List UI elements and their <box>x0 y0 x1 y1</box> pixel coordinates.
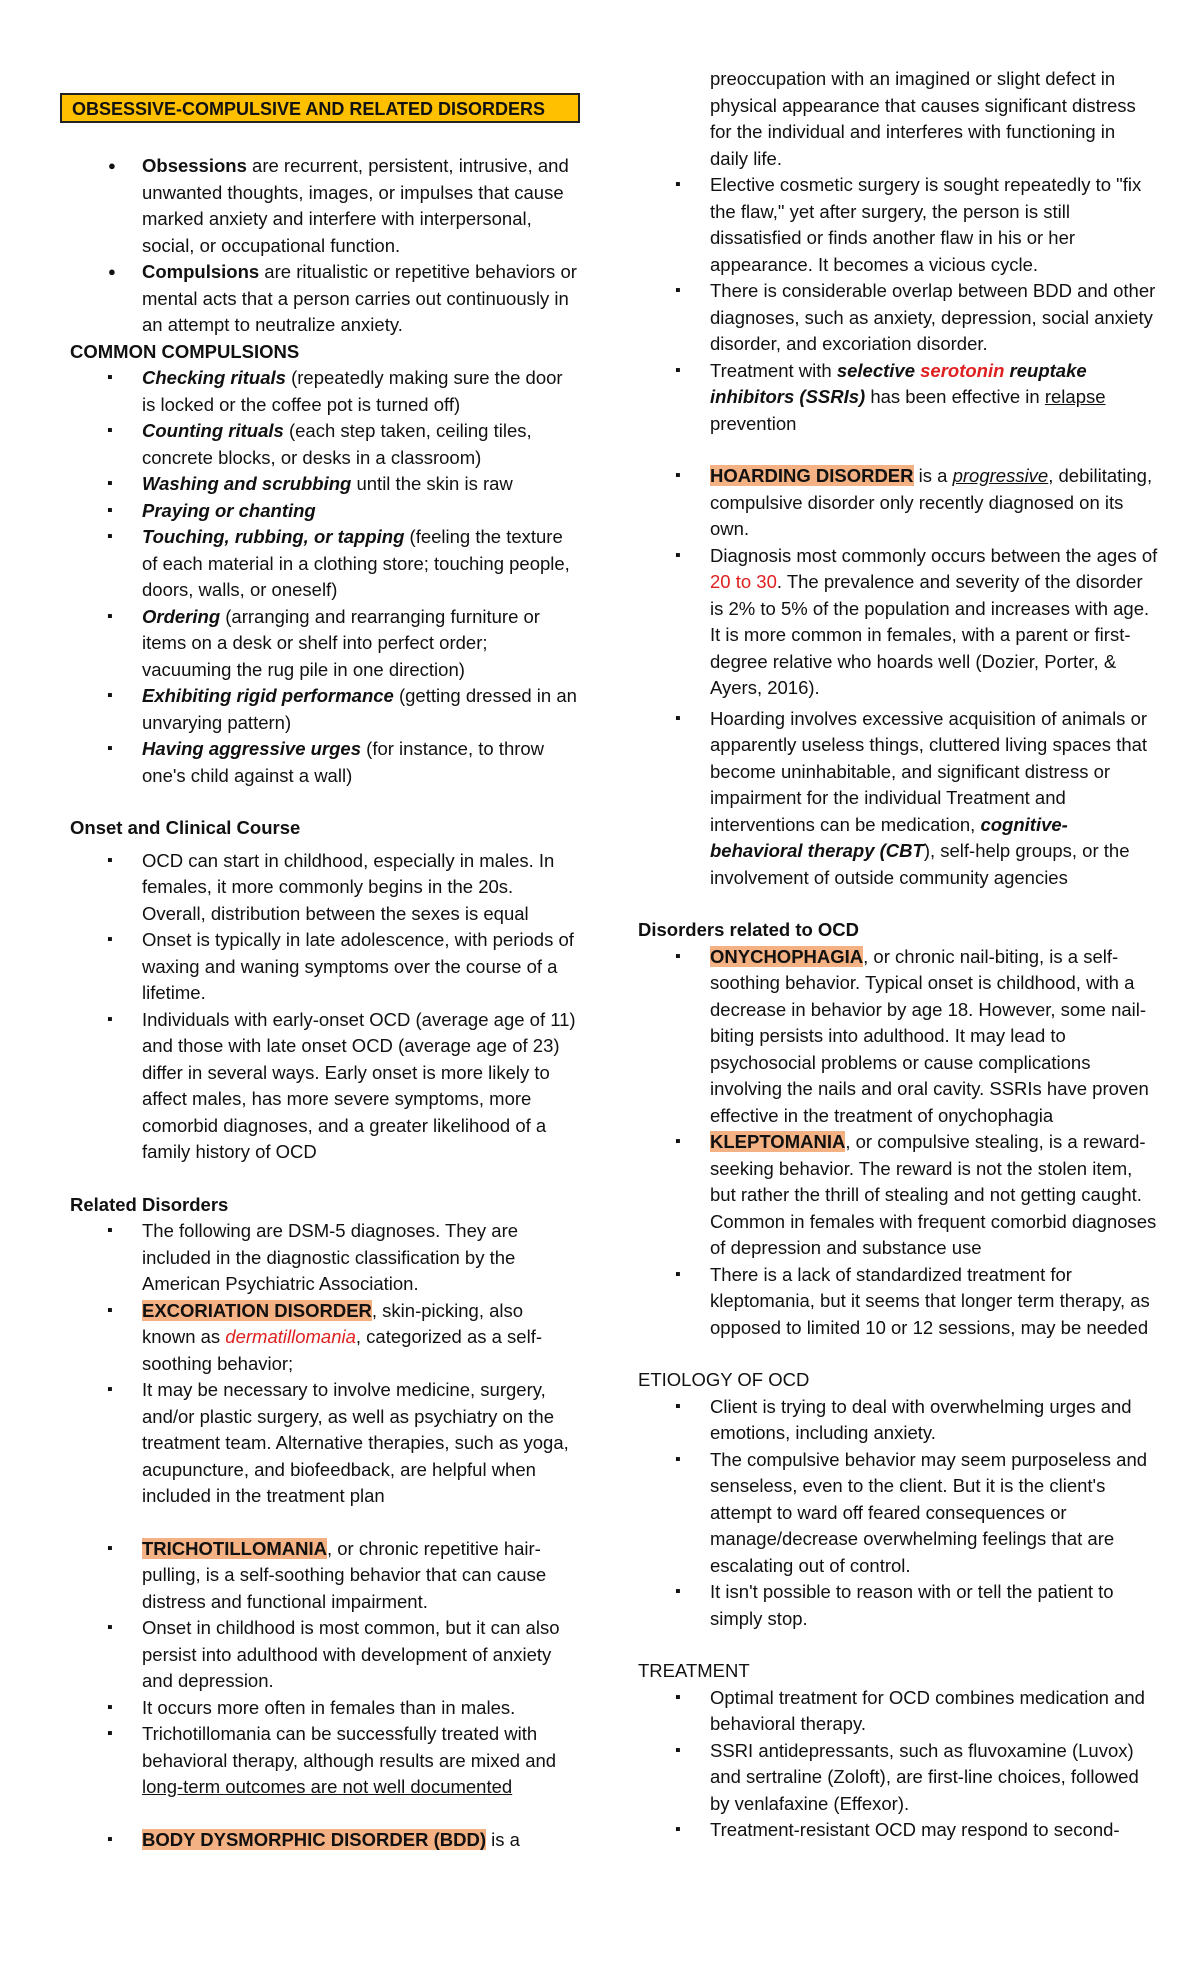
list-item: ▪ Washing and scrubbing until the skin is raw <box>70 471 580 498</box>
right-column <box>638 66 1158 1844</box>
bdd-items-list <box>638 172 1158 437</box>
list-item: ▪ Checking rituals (repeatedly making sure the door is locked or the coffee pot is turned off) <box>70 365 580 418</box>
list-item: ▪ SSRI antidepressants, such as fluvoxamine (Luvox) and sertraline (Zoloft), are first-line choices, followed by venlafaxine (Effexor). <box>638 1738 1158 1818</box>
section-heading: ETIOLOGY OF OCD <box>638 1369 810 1390</box>
list-item: ▪ It may be necessary to involve medicine, surgery, and/or plastic surgery, as well as psychiatry on the treatment team. Alternative therapies, such as yoga, acupuncture, and biofeedback, are helpful when included in the treatment plan <box>70 1377 580 1510</box>
list-item: ▪ Client is trying to deal with overwhelming urges and emotions, including anxiety. <box>638 1394 1158 1447</box>
list-item: ▪ Individuals with early-onset OCD (average age of 11) and those with late onset OCD (average age of 23) differ in several ways. Early onset is more likely to affect males, has more severe symptoms, more comorbid diagnoses, and a greater likelihood of a family history of OCD <box>70 1007 580 1166</box>
list-item: ▪ Diagnosis most commonly occurs between the ages of 20 to 30. The prevalence and severity of the disorder is 2% to 5% of the population and increases with age. It is more common in females, with a parent or first- degree relative who hoards well (Dozier, Porter, & Ayers, 2016). <box>638 543 1158 702</box>
list-item: ▪ TRICHOTILLOMANIA, or chronic repetitive hair- pulling, is a self-soothing behavior that can cause distress and functional impairment. <box>70 1536 580 1616</box>
bdd-continuation: preoccupation with an imagined or slight defect in physical appearance that causes significant distress for the individual and interferes with functioning in daily life. <box>710 68 1136 169</box>
list-item: ▪ There is a lack of standardized treatment for kleptomania, but it seems that longer term therapy, as opposed to limited 10 or 12 sessions, may be needed <box>638 1262 1158 1342</box>
list-item: ▪ The compulsive behavior may seem purposeless and senseless, even to the client. But it is the client's attempt to ward off feared consequences or manage/decrease overwhelming feelings that are escalating out of control. <box>638 1447 1158 1580</box>
list-item: ▪ Treatment with selective serotonin reuptake inhibitors (SSRIs) has been effective in relapse prevention <box>638 358 1158 438</box>
list-item: ▪ Elective cosmetic surgery is sought repeatedly to "fix the flaw," yet after surgery, the person is still dissatisfied or finds another flaw in his or her appearance. It becomes a vicious cycle. <box>638 172 1158 278</box>
section-heading: COMMON COMPULSIONS <box>70 340 300 362</box>
list-item: ▪ Ordering (arranging and rearranging furniture or items on a desk or shelf into perfect order; vacuuming the rug pile in one direction) <box>70 604 580 684</box>
list-item: ▪ Touching, rubbing, or tapping (feeling the texture of each material in a clothing store; touching people, doors, walls, or oneself) <box>70 524 580 604</box>
list-item: ▪ OCD can start in childhood, especially in males. In females, it more commonly begins in the 20s. Overall, distribution between the sexes is equal <box>70 848 580 928</box>
section-heading: Disorders related to OCD <box>638 919 860 940</box>
list-item: ▪ The following are DSM-5 diagnoses. They are included in the diagnostic classification by the American Psychiatric Association. <box>70 1218 580 1298</box>
etiology-list <box>638 1394 1158 1633</box>
section-heading: Onset and Clinical Course <box>70 817 301 838</box>
list-item: ▪ It isn't possible to reason with or tell the patient to simply stop. <box>638 1579 1158 1632</box>
list-item: ▪ Exhibiting rigid performance (getting dressed in an unvarying pattern) <box>70 683 580 736</box>
definitions-list <box>70 153 580 339</box>
list-item: ▪ ONYCHOPHAGIA, or chronic nail-biting, is a self-soothing behavior. Typical onset is childhood, with a decrease in behavior by age 18. However, some nail-biting persists into adulthood. It may lead to psychosocial problems or cause complications involving the nails and oral cavity. SSRIs have proven effective in the treatment of onychophagia <box>638 944 1158 1130</box>
ocd-related-list <box>638 944 1158 1342</box>
list-item: ▪ Hoarding involves excessive acquisition of animals or apparently useless things, cluttered living spaces that become uninhabitable, and significant distress or impairment for the individual Treatment and interventions can be medication, cognitive-behavioral therapy (CBT), self-help groups, or the involvement of outside community agencies <box>638 706 1158 892</box>
list-item: ▪ Onset in childhood is most common, but it can also persist into adulthood with development of anxiety and depression. <box>70 1615 580 1695</box>
list-item: ▪ HOARDING DISORDER is a progressive, debilitating, compulsive disorder only recently diagnosed on its own. <box>638 463 1158 543</box>
list-item: ▪ BODY DYSMORPHIC DISORDER (BDD) is a <box>70 1827 580 1854</box>
list-item: ▪ Trichotillomania can be successfully treated with behavioral therapy, although results are mixed and long-term outcomes are not well documented <box>70 1721 580 1801</box>
section-heading: Related Disorders <box>70 1193 229 1215</box>
list-item: ▪ Onset is typically in late adolescence, with periods of waxing and waning symptoms over the course of a lifetime. <box>70 927 580 1007</box>
hoarding-list <box>638 463 1158 891</box>
list-item: ● Compulsions are ritualistic or repetitive behaviors or mental acts that a person carries out continuously in an attempt to neutralize anxiety. <box>70 259 580 339</box>
list-item: ▪ Having aggressive urges (for instance, to throw one's child against a wall) <box>70 736 580 789</box>
list-item: ▪ KLEPTOMANIA, or compulsive stealing, is a reward-seeking behavior. The reward is not the stolen item, but rather the thrill of stealing and not getting caught. Common in females with frequent comorbid diagnoses of depression and substance use <box>638 1129 1158 1262</box>
document-title: OBSESSIVE-COMPULSIVE AND RELATED DISORDERS <box>60 93 580 123</box>
treatment-list <box>638 1685 1158 1844</box>
trich-list <box>70 1536 580 1801</box>
list-item: ▪ It occurs more often in females than in males. <box>70 1695 580 1722</box>
list-item: ▪ Treatment-resistant OCD may respond to second- <box>638 1817 1158 1844</box>
list-item: ● Obsessions are recurrent, persistent, intrusive, and unwanted thoughts, images, or impulses that cause marked anxiety and interfere with interpersonal, social, or occupational function. <box>70 153 580 259</box>
compulsions-list <box>70 365 580 789</box>
list-item: ▪ There is considerable overlap between BDD and other diagnoses, such as anxiety, depression, social anxiety disorder, and excoriation disorder. <box>638 278 1158 358</box>
bdd-list <box>70 1827 580 1854</box>
section-heading: TREATMENT <box>638 1660 750 1681</box>
list-item: ▪ EXCORIATION DISORDER, skin-picking, also known as dermatillomania, categorized as a self- soothing behavior; <box>70 1298 580 1378</box>
list-item: ▪ Praying or chanting <box>70 498 580 525</box>
left-column <box>70 153 580 1853</box>
list-item: ▪ Counting rituals (each step taken, ceiling tiles, concrete blocks, or desks in a classroom) <box>70 418 580 471</box>
related-list <box>70 1218 580 1510</box>
list-item: ▪ Optimal treatment for OCD combines medication and behavioral therapy. <box>638 1685 1158 1738</box>
onset-list <box>70 848 580 1166</box>
